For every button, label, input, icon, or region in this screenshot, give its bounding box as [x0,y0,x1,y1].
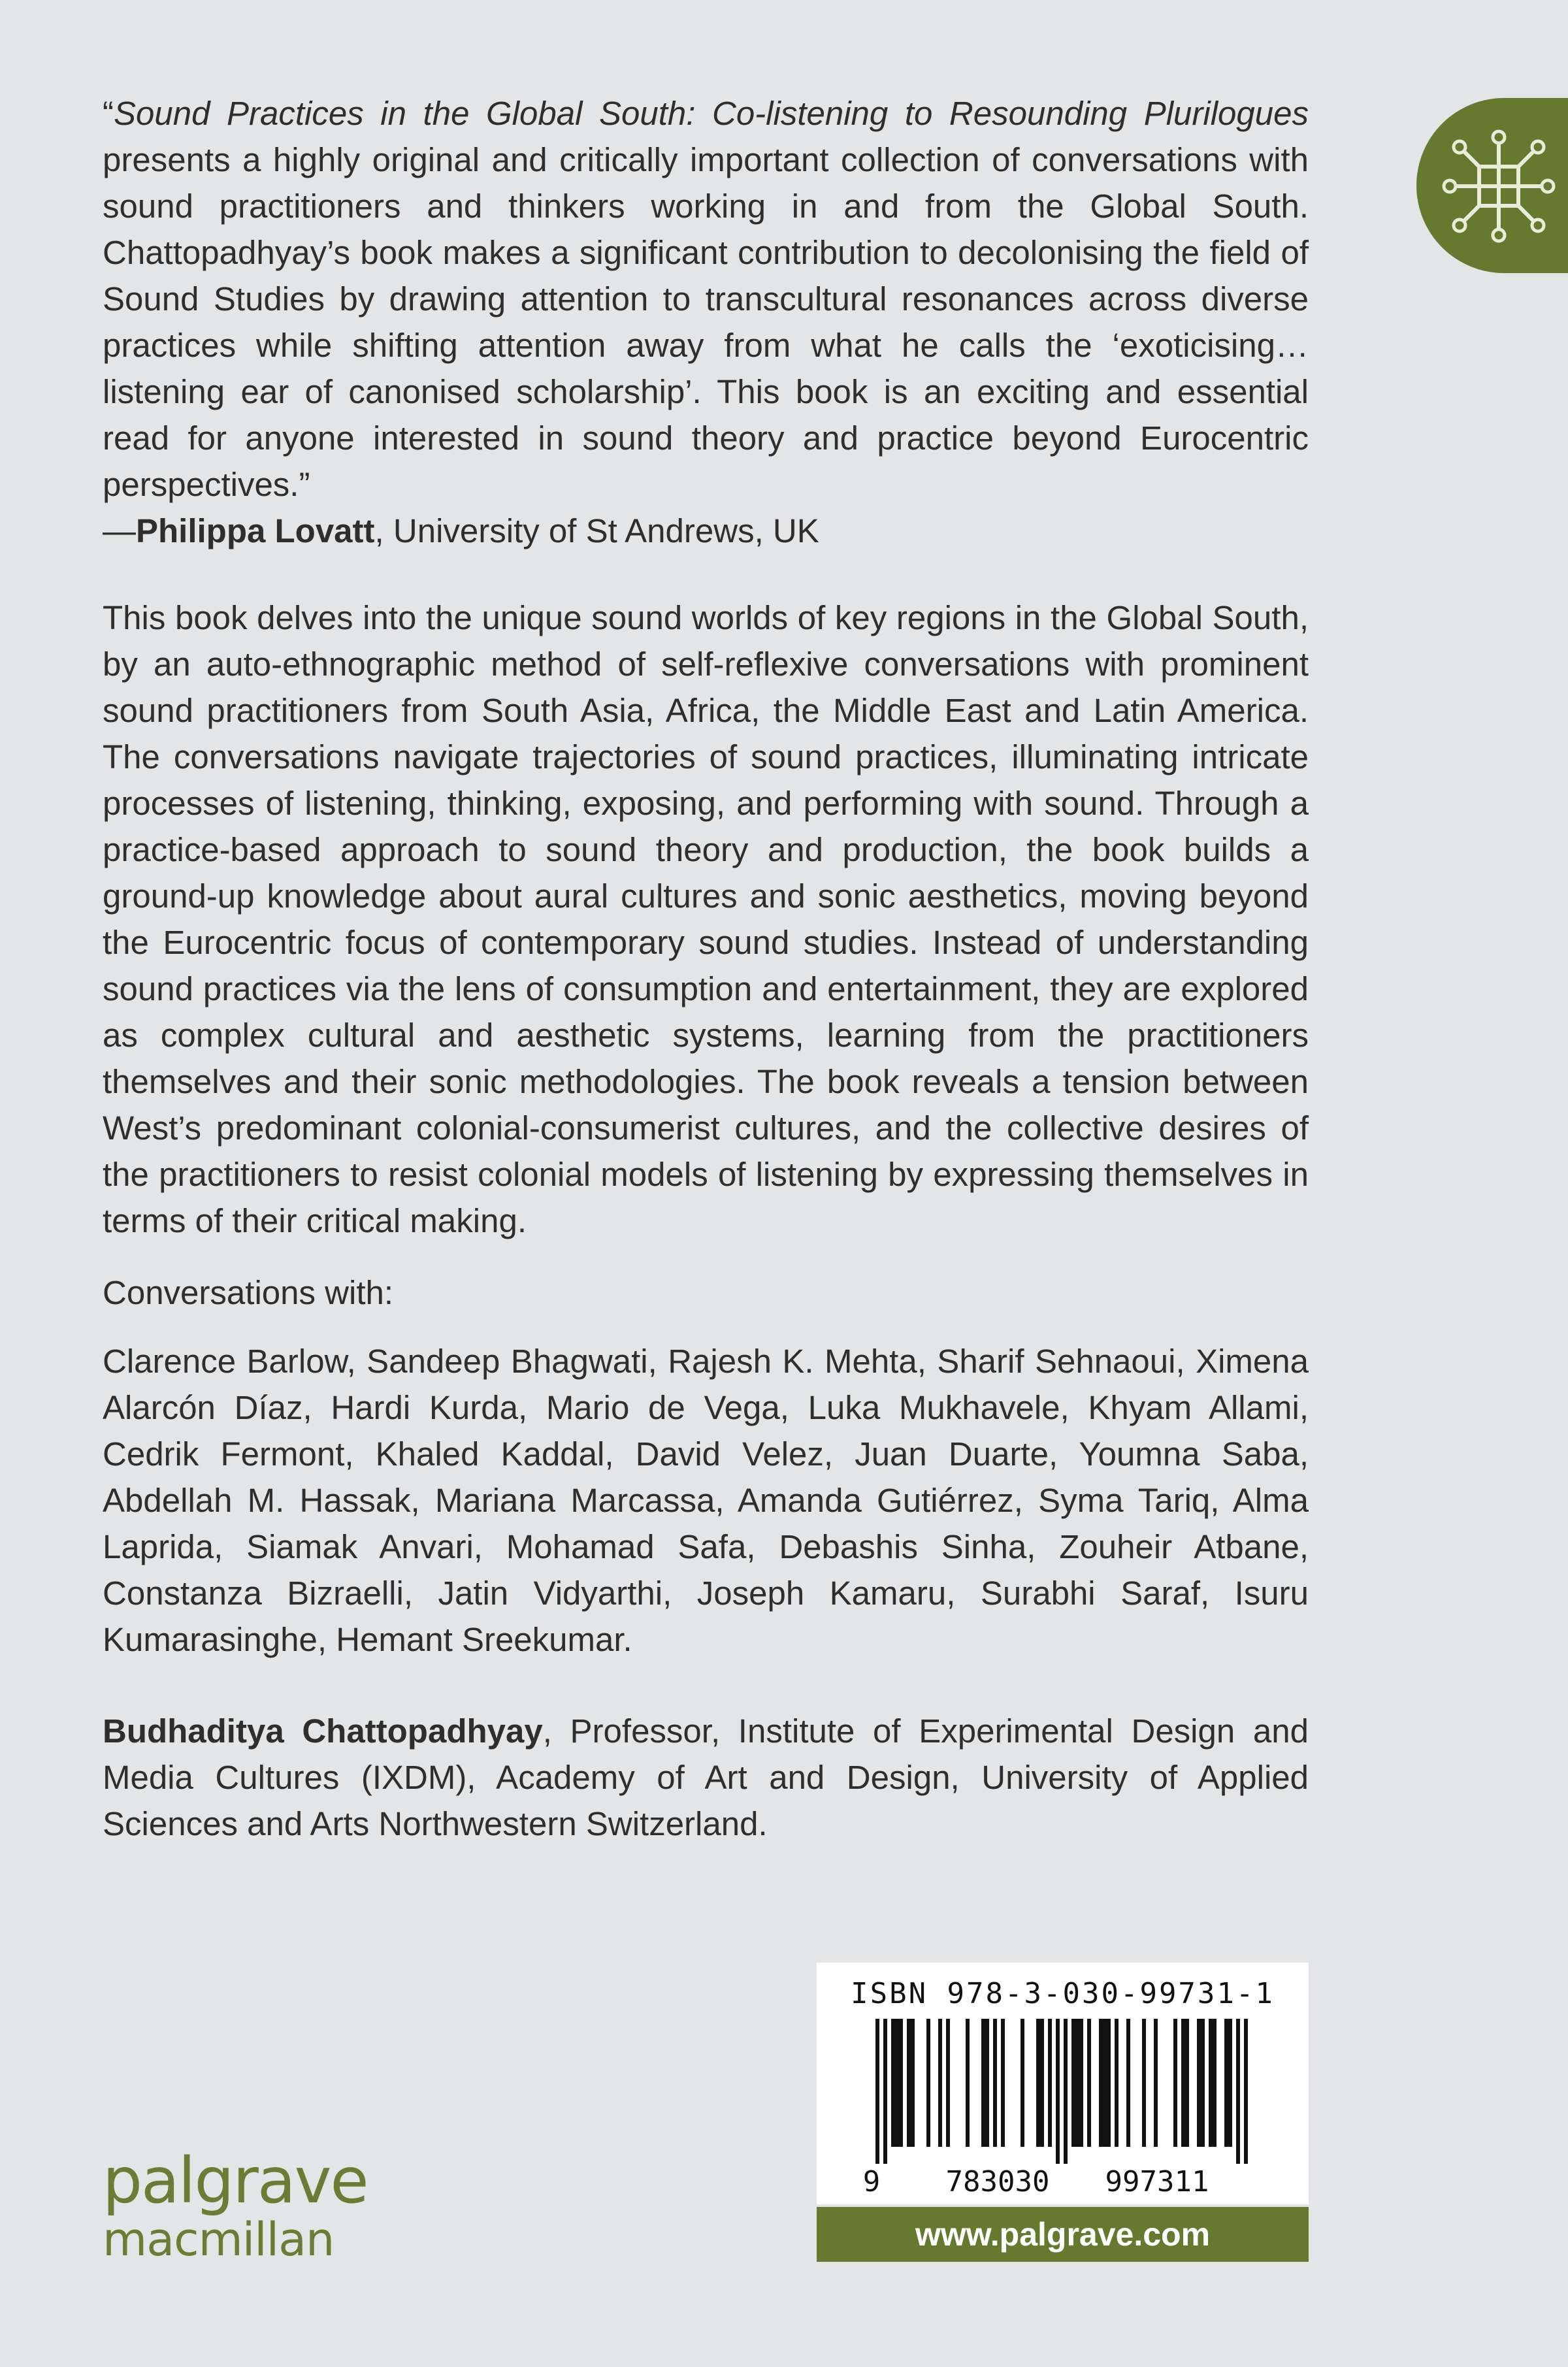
barcode-bar [993,2019,997,2147]
conversations-section [103,1269,1309,1663]
endorsement-quote [103,90,1309,554]
attribution-dash: — [103,512,136,549]
publisher-url: www.palgrave.com [817,2207,1309,2262]
isbn-barcode-box [817,1963,1309,2204]
conversations-heading: Conversations with: [103,1274,394,1311]
description-paragraph: This book delves into the unique sound worlds of key regions in the Global South, by an auto-ethnographic method of self-reflexive conversations with prominent sound practitioners from South Asia, Africa, the Middle East and Latin America. The conversations navigate trajectories of sound practices, illuminating intricate processes of listening, thinking, exposing, and performing with sound. Through a practice-based approach to sound theory and production, the book builds a ground-up knowledge about aural cultures and sonic aesthetics, moving beyond the Eurocentric focus of contemporary sound studies. Instead of understanding sound practices via the lens of consumption and entertainment, they are explored as complex cultural and aesthetic systems, learning from the practitioners themselves and their sonic methodologies. The book reveals a tension between West’s predominant colonial-consumerist cultures, and the collective desires of the practitioners to resist colonial models of listening by expressing themselves in terms of their critical making. [103,599,1309,1239]
barcode-bar [1048,2019,1052,2147]
barcode-bar [1001,2019,1005,2147]
barcode-bar [1185,2019,1189,2147]
barcode-bar [1115,2019,1119,2147]
barcode-bar [985,2019,989,2147]
barcode-bar [1142,2019,1146,2147]
barcode-bar [1079,2019,1083,2147]
barcode-bar [1021,2019,1024,2147]
quote-paragraph [103,90,1309,508]
book-description [103,595,1309,1244]
barcode-bar [1236,2019,1240,2164]
barcode-bar [891,2019,895,2147]
barcode-digit-group-3: 997311 [1105,2165,1209,2198]
barcode-bar [1071,2019,1075,2147]
barcode-bar [1056,2019,1060,2164]
barcode-bar [938,2019,942,2147]
barcode-bar [1209,2019,1213,2147]
barcode-digit-group-2: 783030 [945,2165,1050,2198]
logo-macmillan: macmillan [103,2213,335,2266]
palgrave-macmillan-logo [103,2144,368,2266]
palgrave-emblem [1416,98,1568,273]
barcode-bar [1103,2019,1107,2147]
quote-attribution [103,508,1309,554]
barcode-bar [1224,2019,1228,2147]
conversations-names: Clarence Barlow, Sandeep Bhagwati, Rajesh K. Mehta, Sharif Sehnaoui, Ximena Alarcón Díaz, Hardi Kurda, Mario de Vega, Luka Mukhavele, Khyam Allami, Cedrik Fermont, Khaled Kaddal, David Velez, Juan Duarte, Youmna Saba, Abdellah M. Hassak, Mariana Marcassa, Amanda Gutiérrez, Syma Tariq, Alma Laprida, Siamak Anvari, Mohamad Safa, Debashis Sinha, Zouheir Atbane, Constanza Bizraelli, Jatin Vidyarthi, Joseph Kamaru, Surabhi Saraf, Isuru Kumarasinghe, Hemant Sreekumar. [103,1343,1309,1658]
barcode-bar [981,2019,985,2147]
barcode-bar [1036,2019,1040,2147]
logo-palgrave: palgrave [103,2144,368,2217]
barcode-bar [966,2019,970,2147]
barcode-bar [883,2019,887,2164]
barcode-bar [1244,2019,1248,2164]
barcode-bar [1087,2019,1091,2147]
barcode-bar [907,2019,911,2147]
barcode-bar [895,2019,899,2147]
author-name: Budhaditya Chattopadhyay [103,1712,543,1750]
quote-open-mark: “ [103,95,114,132]
attribution-name: Philippa Lovatt [136,512,375,549]
author-affiliation: , Professor, Institute of Experimental Design and Media Cultures (IXDM), Academy of Art and Design, University of Applied Sciences and Arts Northwestern Switzerland. [103,1712,1309,1842]
barcode-bar [1126,2019,1130,2147]
barcode-bar [1075,2019,1079,2147]
barcode-bar [911,2019,915,2147]
barcode-bar [946,2019,950,2147]
barcode-bar [1228,2019,1232,2147]
barcode-icon [817,2019,1309,2202]
author-bio [103,1708,1309,1847]
barcode-bar [1064,2019,1068,2164]
barcode-digit-group-1: 9 [862,2165,881,2198]
barcode-bar [1107,2019,1111,2147]
barcode-bar [1040,2019,1044,2147]
barcode-bar [1173,2019,1177,2147]
attribution-affiliation: , University of St Andrews, UK [374,512,819,549]
barcode-bar [1099,2019,1103,2147]
barcode-bar [1181,2019,1185,2147]
barcode-bar [899,2019,903,2147]
author-paragraph [103,1708,1309,1847]
barcode-bar [1201,2019,1205,2147]
barcode-bar [875,2019,879,2164]
barcode-bar [1154,2019,1158,2147]
quote-text: presents a highly original and critically important collection of conversations with sound practitioners and thinkers working in and from the Global South. Chattopadhyay’s book makes a significant contribution to decolonising the field of Sound Studies by drawing attention to transcultural resonances across diverse practices while shifting attention away from what he calls the ‘exoticising… listening ear of canonised scholarship’. This book is an exciting and essential read for anyone interested in sound theory and practice beyond Eurocentric perspectives.” [103,141,1309,503]
barcode-bar [926,2019,930,2147]
quoted-book-title: Sound Practices in the Global South: Co-listening to Resounding Plurilogues [113,95,1309,132]
barcode-bar [1213,2019,1217,2147]
palgrave-emblem-icon [1440,124,1558,248]
barcode-bar [1197,2019,1201,2147]
isbn-label: ISBN 978-3-030-99731-1 [851,1977,1275,2010]
